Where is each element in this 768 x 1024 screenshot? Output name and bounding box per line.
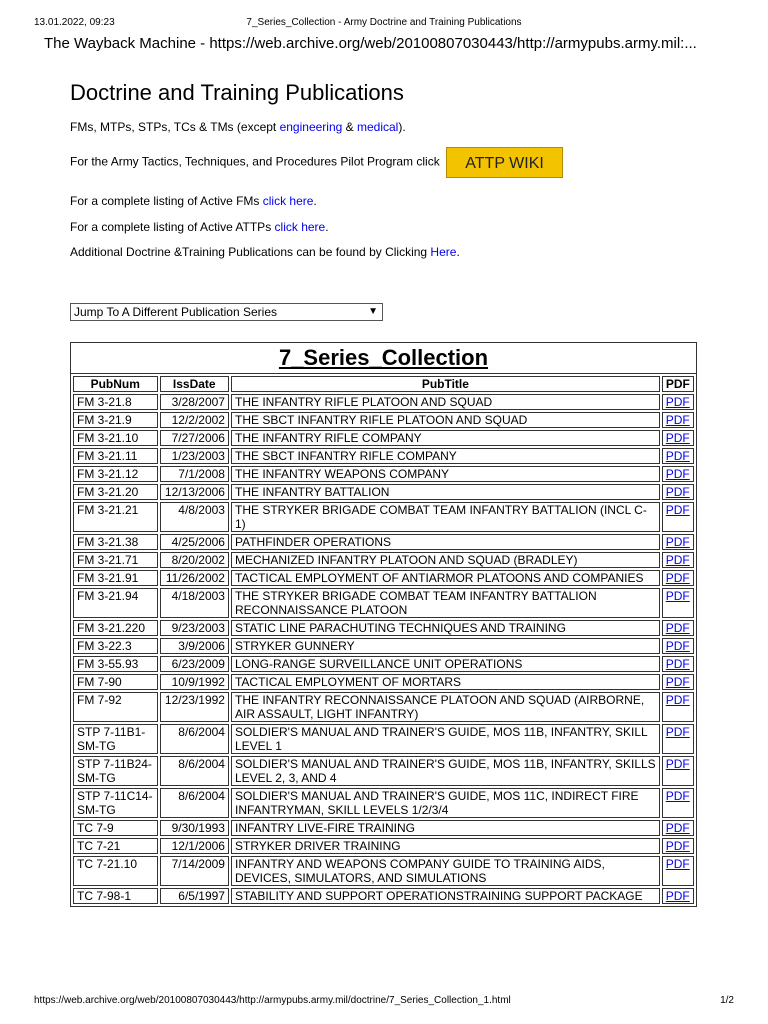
table-row <box>73 838 694 854</box>
print-title: 7_Series_Collection - Army Doctrine and Training Publications <box>246 17 522 28</box>
additional-line: Additional Doctrine &Training Publications can be found by Clicking Here. <box>70 245 460 259</box>
pub-title-cell: THE INFANTRY BATTALION <box>231 484 660 500</box>
table-row <box>73 856 694 886</box>
iss-date-cell: 6/5/1997 <box>160 888 229 904</box>
pub-num-cell: FM 3-21.20 <box>73 484 158 500</box>
pdf-cell <box>662 674 694 690</box>
pdf-cell <box>662 788 694 818</box>
pdf-cell <box>662 412 694 428</box>
iss-date-cell: 1/23/2003 <box>160 448 229 464</box>
pub-num-cell: TC 7-98-1 <box>73 888 158 904</box>
pdf-cell <box>662 756 694 786</box>
iss-date-cell: 8/6/2004 <box>160 724 229 754</box>
pdf-cell <box>662 552 694 568</box>
table-row <box>73 484 694 500</box>
pdf-link[interactable]: PDF <box>665 503 690 517</box>
pub-title-cell: THE INFANTRY RIFLE PLATOON AND SQUAD <box>231 394 660 410</box>
pub-title-cell: MECHANIZED INFANTRY PLATOON AND SQUAD (BRADLEY) <box>231 552 660 568</box>
table-row <box>73 692 694 722</box>
pdf-cell <box>662 466 694 482</box>
iss-date-cell: 12/13/2006 <box>160 484 229 500</box>
pdf-link[interactable]: PDF <box>665 621 690 635</box>
pub-title-cell: STABILITY AND SUPPORT OPERATIONSTRAINING SUPPORT PACKAGE <box>231 888 660 904</box>
column-header: PubTitle <box>231 376 660 392</box>
pub-num-cell: STP 7-11C14-SM-TG <box>73 788 158 818</box>
column-header: IssDate <box>160 376 229 392</box>
pdf-cell <box>662 888 694 904</box>
pdf-link[interactable]: PDF <box>665 449 690 463</box>
iss-date-cell: 9/30/1993 <box>160 820 229 836</box>
pub-title-cell: THE SBCT INFANTRY RIFLE COMPANY <box>231 448 660 464</box>
pub-num-cell: FM 3-21.220 <box>73 620 158 636</box>
pub-title-cell: THE STRYKER BRIGADE COMBAT TEAM INFANTRY BATTALION (INCL C-1) <box>231 502 660 532</box>
pdf-link[interactable]: PDF <box>665 467 690 481</box>
pdf-cell <box>662 838 694 854</box>
pdf-link[interactable]: PDF <box>665 789 690 803</box>
pub-title-cell: THE STRYKER BRIGADE COMBAT TEAM INFANTRY BATTALION RECONNAISSANCE PLATOON <box>231 588 660 618</box>
iss-date-cell: 8/6/2004 <box>160 756 229 786</box>
iss-date-cell: 10/9/1992 <box>160 674 229 690</box>
collection-box <box>70 342 697 907</box>
table-row <box>73 534 694 550</box>
pub-title-cell: STATIC LINE PARACHUTING TECHNIQUES AND TRAINING <box>231 620 660 636</box>
pdf-cell <box>662 620 694 636</box>
intro-line: FMs, MTPs, STPs, TCs & TMs (except engineering & medical). <box>70 120 406 134</box>
page-title: Doctrine and Training Publications <box>70 80 404 105</box>
pub-num-cell: FM 3-22.3 <box>73 638 158 654</box>
header-row <box>73 376 694 392</box>
fm-listing-line: For a complete listing of Active FMs click here. <box>70 194 317 208</box>
pdf-cell <box>662 724 694 754</box>
pdf-link[interactable]: PDF <box>665 431 690 445</box>
pdf-cell <box>662 534 694 550</box>
pub-num-cell: FM 3-21.9 <box>73 412 158 428</box>
pub-num-cell: TC 7-9 <box>73 820 158 836</box>
pub-num-cell: FM 3-55.93 <box>73 656 158 672</box>
pdf-link[interactable]: PDF <box>665 889 690 903</box>
pub-title-cell: SOLDIER'S MANUAL AND TRAINER'S GUIDE, MOS 11B, INFANTRY, SKILL LEVEL 1 <box>231 724 660 754</box>
pdf-link[interactable]: PDF <box>665 857 690 871</box>
pdf-link[interactable]: PDF <box>665 675 690 689</box>
iss-date-cell: 4/25/2006 <box>160 534 229 550</box>
pub-num-cell: STP 7-11B1-SM-TG <box>73 724 158 754</box>
publications-table <box>71 374 696 906</box>
attp-wiki-button[interactable]: ATTP WIKI <box>446 147 563 178</box>
pdf-link[interactable]: PDF <box>665 395 690 409</box>
table-row <box>73 888 694 904</box>
pub-title-cell: TACTICAL EMPLOYMENT OF MORTARS <box>231 674 660 690</box>
pub-num-cell: FM 3-21.94 <box>73 588 158 618</box>
pub-title-cell: LONG-RANGE SURVEILLANCE UNIT OPERATIONS <box>231 656 660 672</box>
pub-title-cell: INFANTRY LIVE-FIRE TRAINING <box>231 820 660 836</box>
pub-num-cell: FM 3-21.21 <box>73 502 158 532</box>
attp-listing-line: For a complete listing of Active ATTPs click here. <box>70 220 329 234</box>
medical-link[interactable]: medical <box>356 120 399 134</box>
iss-date-cell: 9/23/2003 <box>160 620 229 636</box>
pdf-cell <box>662 484 694 500</box>
pdf-link[interactable]: PDF <box>665 757 690 771</box>
chevron-down-icon: ▼ <box>368 306 378 317</box>
pdf-cell <box>662 692 694 722</box>
pdf-cell <box>662 570 694 586</box>
table-row <box>73 412 694 428</box>
iss-date-cell: 3/9/2006 <box>160 638 229 654</box>
pub-num-cell: FM 3-21.91 <box>73 570 158 586</box>
pub-title-cell: STRYKER GUNNERY <box>231 638 660 654</box>
pub-title-cell: SOLDIER'S MANUAL AND TRAINER'S GUIDE, MOS 11C, INDIRECT FIRE INFANTRYMAN, SKILL LEVELS 1/2/3/4 <box>231 788 660 818</box>
pdf-link[interactable]: PDF <box>665 413 690 427</box>
pub-num-cell: FM 3-21.10 <box>73 430 158 446</box>
pub-title-cell: THE INFANTRY RECONNAISSANCE PLATOON AND SQUAD (AIRBORNE, AIR ASSAULT, LIGHT INFANTRY) <box>231 692 660 722</box>
pub-num-cell: FM 7-90 <box>73 674 158 690</box>
iss-date-cell: 12/23/1992 <box>160 692 229 722</box>
print-datetime: 13.01.2022, 09:23 <box>34 17 115 28</box>
column-header: PubNum <box>73 376 158 392</box>
iss-date-cell: 8/6/2004 <box>160 788 229 818</box>
table-row <box>73 788 694 818</box>
table-row <box>73 656 694 672</box>
pdf-cell <box>662 856 694 886</box>
table-row <box>73 588 694 618</box>
series-select[interactable] <box>70 303 383 321</box>
table-row <box>73 448 694 464</box>
pub-title-cell: THE INFANTRY WEAPONS COMPANY <box>231 466 660 482</box>
table-row <box>73 638 694 654</box>
pub-num-cell: FM 3-21.71 <box>73 552 158 568</box>
pub-title-cell: TACTICAL EMPLOYMENT OF ANTIARMOR PLATOONS AND COMPANIES <box>231 570 660 586</box>
iss-date-cell: 3/28/2007 <box>160 394 229 410</box>
pdf-link[interactable]: PDF <box>665 657 690 671</box>
pdf-link[interactable]: PDF <box>665 535 690 549</box>
iss-date-cell: 4/8/2003 <box>160 502 229 532</box>
fm-listing-link[interactable]: click here <box>262 194 314 208</box>
pdf-link[interactable]: PDF <box>665 693 690 707</box>
main-content <box>70 78 697 903</box>
table-row <box>73 756 694 786</box>
iss-date-cell: 7/27/2006 <box>160 430 229 446</box>
attp-listing-link[interactable]: click here <box>274 220 326 234</box>
table-row <box>73 394 694 410</box>
pub-num-cell: TC 7-21 <box>73 838 158 854</box>
pub-num-cell: TC 7-21.10 <box>73 856 158 886</box>
table-row <box>73 724 694 754</box>
pdf-cell <box>662 394 694 410</box>
pdf-cell <box>662 448 694 464</box>
attp-text: For the Army Tactics, Techniques, and Procedures Pilot Program click <box>70 154 440 169</box>
pub-title-cell: THE SBCT INFANTRY RIFLE PLATOON AND SQUAD <box>231 412 660 428</box>
pdf-link[interactable]: PDF <box>665 553 690 567</box>
pdf-cell <box>662 820 694 836</box>
table-row <box>73 620 694 636</box>
pub-title-cell: SOLDIER'S MANUAL AND TRAINER'S GUIDE, MOS 11B, INFANTRY, SKILLS LEVEL 2, 3, AND 4 <box>231 756 660 786</box>
pdf-cell <box>662 656 694 672</box>
table-row <box>73 570 694 586</box>
pdf-link[interactable]: PDF <box>665 725 690 739</box>
footer-url: https://web.archive.org/web/20100807030443/http://armypubs.army.mil/doctrine/7_Series_Collection_1.html <box>34 995 511 1006</box>
pub-title-cell: THE INFANTRY RIFLE COMPANY <box>231 430 660 446</box>
pub-title-cell: STRYKER DRIVER TRAINING <box>231 838 660 854</box>
pub-num-cell: FM 3-21.11 <box>73 448 158 464</box>
pdf-link[interactable]: PDF <box>665 639 690 653</box>
iss-date-cell: 7/1/2008 <box>160 466 229 482</box>
pub-num-cell: FM 3-21.38 <box>73 534 158 550</box>
pub-num-cell: STP 7-11B24-SM-TG <box>73 756 158 786</box>
iss-date-cell: 12/1/2006 <box>160 838 229 854</box>
collection-title: 7_Series_Collection <box>71 343 696 374</box>
pub-num-cell: FM 7-92 <box>73 692 158 722</box>
iss-date-cell: 8/20/2002 <box>160 552 229 568</box>
pdf-cell <box>662 430 694 446</box>
pdf-link[interactable]: PDF <box>665 571 690 585</box>
pdf-link[interactable]: PDF <box>665 589 690 603</box>
engineering-link[interactable]: engineering <box>279 120 343 134</box>
table-row <box>73 820 694 836</box>
pdf-link[interactable]: PDF <box>665 839 690 853</box>
series-select-value: Jump To A Different Publication Series <box>74 305 278 319</box>
iss-date-cell: 4/18/2003 <box>160 588 229 618</box>
iss-date-cell: 11/26/2002 <box>160 570 229 586</box>
table-row <box>73 502 694 532</box>
column-header: PDF <box>662 376 694 392</box>
footer-page: 1/2 <box>720 995 734 1006</box>
pdf-link[interactable]: PDF <box>665 821 690 835</box>
pdf-cell <box>662 502 694 532</box>
pub-title-cell: INFANTRY AND WEAPONS COMPANY GUIDE TO TRAINING AIDS, DEVICES, SIMULATORS, AND SIMULATIONS <box>231 856 660 886</box>
table-row <box>73 430 694 446</box>
table-row <box>73 552 694 568</box>
attp-line <box>70 147 563 178</box>
pub-num-cell: FM 3-21.12 <box>73 466 158 482</box>
here-link[interactable]: Here <box>430 245 457 259</box>
table-row <box>73 466 694 482</box>
pdf-cell <box>662 588 694 618</box>
pdf-cell <box>662 638 694 654</box>
iss-date-cell: 7/14/2009 <box>160 856 229 886</box>
wayback-banner: The Wayback Machine - https://web.archive.org/web/20100807030443/http://armypubs.army.mil:... <box>44 35 697 52</box>
pdf-link[interactable]: PDF <box>665 485 690 499</box>
table-row <box>73 674 694 690</box>
pub-title-cell: PATHFINDER OPERATIONS <box>231 534 660 550</box>
iss-date-cell: 12/2/2002 <box>160 412 229 428</box>
iss-date-cell: 6/23/2009 <box>160 656 229 672</box>
pub-num-cell: FM 3-21.8 <box>73 394 158 410</box>
